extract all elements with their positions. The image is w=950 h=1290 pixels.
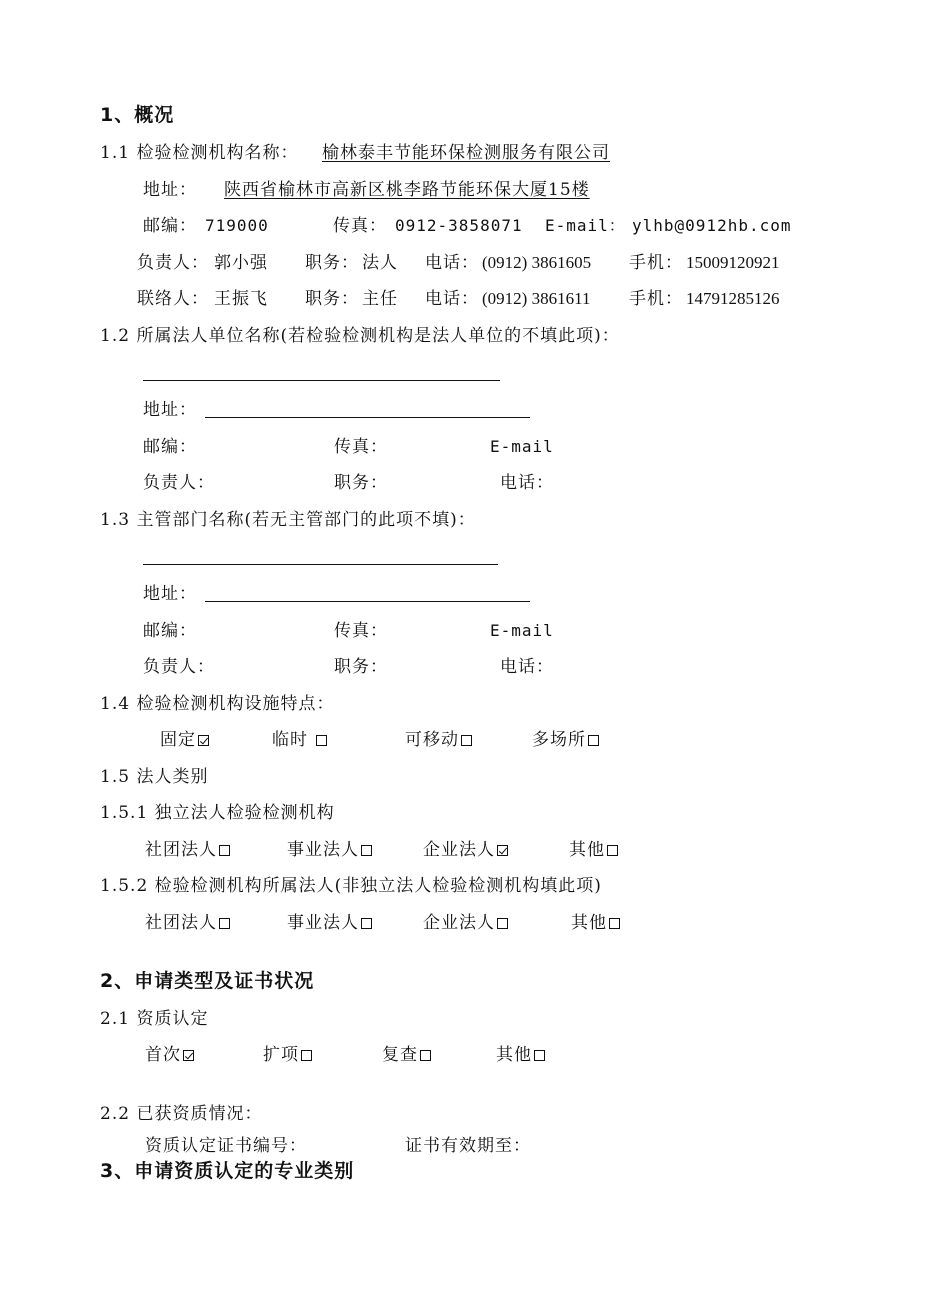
- facility-option-temporary[interactable]: [272, 729, 327, 751]
- facility-option-multi-site[interactable]: [532, 729, 599, 751]
- contact-value: 王振飞: [214, 289, 268, 309]
- parent-option-institution[interactable]: [287, 912, 372, 934]
- parent-unit-name-field[interactable]: [143, 380, 500, 381]
- parent-head-label: 负责人：: [143, 473, 215, 493]
- head-position-value: 法人: [362, 253, 398, 273]
- authority-fax-label: 传真：: [334, 621, 388, 641]
- option-label: 企业法人: [423, 913, 495, 933]
- checkbox-icon[interactable]: [361, 845, 372, 856]
- checkbox-icon[interactable]: [198, 735, 209, 746]
- parent-option-enterprise[interactable]: [423, 912, 508, 934]
- head-tel-value: (0912) 3861605: [482, 253, 592, 272]
- option-label: 多场所: [532, 730, 586, 750]
- checkbox-icon[interactable]: [361, 918, 372, 929]
- application-option-expansion[interactable]: [263, 1044, 312, 1066]
- authority-email-label: E-mail: [490, 621, 554, 640]
- option-label: 复查: [382, 1045, 418, 1065]
- application-option-first[interactable]: [145, 1044, 194, 1066]
- checkbox-icon[interactable]: [301, 1050, 312, 1061]
- item-1-2-label: 1.2 所属法人单位名称(若检验检测机构是法人单位的不填此项)：: [100, 326, 620, 346]
- checkbox-icon[interactable]: [607, 845, 618, 856]
- contact-label: 联络人：: [137, 289, 209, 309]
- contact-mobile-label: 手机：: [629, 289, 683, 309]
- zip-value: 719000: [205, 216, 269, 235]
- item-2-1-label: 2.1 资质认定: [100, 1009, 209, 1029]
- application-option-review[interactable]: [382, 1044, 431, 1066]
- certificate-number-label: 资质认定证书编号：: [145, 1136, 307, 1156]
- parent-address-field[interactable]: [205, 417, 530, 418]
- head-mobile-label: 手机：: [629, 253, 683, 273]
- independent-option-enterprise[interactable]: [423, 839, 508, 861]
- address-label: 地址：: [143, 180, 197, 200]
- facility-option-mobile[interactable]: [405, 729, 472, 751]
- parent-option-social[interactable]: [145, 912, 230, 934]
- authority-address-field[interactable]: [205, 601, 530, 602]
- checkbox-icon[interactable]: [461, 735, 472, 746]
- checkbox-icon[interactable]: [219, 918, 230, 929]
- certificate-valid-label: 证书有效期至：: [405, 1136, 531, 1156]
- option-label: 可移动: [405, 730, 459, 750]
- parent-tel-label: 电话：: [500, 473, 554, 493]
- contact-mobile-value: 14791285126: [686, 289, 780, 308]
- item-1-5-label: 1.5 法人类别: [100, 767, 209, 787]
- checkbox-icon[interactable]: [534, 1050, 545, 1061]
- checkbox-icon[interactable]: [609, 918, 620, 929]
- head-position-label: 职务：: [305, 253, 359, 273]
- checkbox-icon[interactable]: [219, 845, 230, 856]
- option-label: 其他: [571, 913, 607, 933]
- option-label: 事业法人: [287, 913, 359, 933]
- checkbox-icon[interactable]: [588, 735, 599, 746]
- independent-option-other[interactable]: [569, 839, 618, 861]
- parent-address-label: 地址：: [143, 400, 197, 420]
- section-2-heading: 2、申请类型及证书状况: [100, 970, 315, 992]
- option-label: 其他: [496, 1045, 532, 1065]
- head-mobile-value: 15009120921: [686, 253, 780, 272]
- checkbox-icon[interactable]: [497, 918, 508, 929]
- head-label: 负责人：: [137, 253, 209, 273]
- application-option-other[interactable]: [496, 1044, 545, 1066]
- item-1-3-label: 1.3 主管部门名称(若无主管部门的此项不填)：: [100, 510, 476, 530]
- checkbox-icon[interactable]: [316, 735, 327, 746]
- option-label: 固定: [160, 730, 196, 750]
- authority-zip-label: 邮编：: [143, 621, 197, 641]
- item-1-1-label: 1.1 检验检测机构名称：: [100, 143, 299, 163]
- authority-address-label: 地址：: [143, 584, 197, 604]
- option-label: 事业法人: [287, 840, 359, 860]
- checkbox-icon[interactable]: [497, 845, 508, 856]
- section-1-heading: 1、概况: [100, 104, 175, 126]
- item-1-4-label: 1.4 检验检测机构设施特点：: [100, 694, 335, 714]
- parent-fax-label: 传真：: [334, 437, 388, 457]
- checkbox-icon[interactable]: [183, 1050, 194, 1061]
- option-label: 临时: [272, 730, 308, 750]
- contact-position-value: 主任: [362, 289, 398, 309]
- option-label: 社团法人: [145, 840, 217, 860]
- item-2-2-label: 2.2 已获资质情况：: [100, 1104, 263, 1124]
- item-1-5-2-label: 1.5.2 检验检测机构所属法人(非独立法人检验检测机构填此项): [100, 876, 602, 896]
- item-1-5-1-label: 1.5.1 独立法人检验检测机构: [100, 803, 335, 823]
- authority-name-field[interactable]: [143, 564, 498, 565]
- option-label: 企业法人: [423, 840, 495, 860]
- org-name-value: 榆林泰丰节能环保检测服务有限公司: [322, 143, 610, 163]
- fax-label: 传真：: [333, 216, 387, 236]
- section-3-heading: 3、申请资质认定的专业类别: [100, 1160, 355, 1182]
- head-value: 郭小强: [214, 253, 268, 273]
- parent-zip-label: 邮编：: [143, 437, 197, 457]
- head-tel-label: 电话：: [425, 253, 479, 273]
- email-value: ylhb@0912hb.com: [632, 216, 792, 235]
- independent-option-institution[interactable]: [287, 839, 372, 861]
- facility-option-fixed[interactable]: [160, 729, 209, 751]
- fax-value: 0912-3858071: [395, 216, 523, 235]
- option-label: 首次: [145, 1045, 181, 1065]
- independent-option-social[interactable]: [145, 839, 230, 861]
- parent-position-label: 职务：: [334, 473, 388, 493]
- authority-head-label: 负责人：: [143, 657, 215, 677]
- checkbox-icon[interactable]: [420, 1050, 431, 1061]
- authority-position-label: 职务：: [334, 657, 388, 677]
- authority-tel-label: 电话：: [500, 657, 554, 677]
- parent-email-label: E-mail: [490, 437, 554, 456]
- parent-option-other[interactable]: [571, 912, 620, 934]
- email-label: E-mail：: [545, 216, 626, 235]
- address-value: 陕西省榆林市高新区桃李路节能环保大厦15楼: [224, 180, 590, 200]
- option-label: 其他: [569, 840, 605, 860]
- option-label: 扩项: [263, 1045, 299, 1065]
- contact-position-label: 职务：: [305, 289, 359, 309]
- contact-tel-label: 电话：: [425, 289, 479, 309]
- contact-tel-value: (0912) 3861611: [482, 289, 591, 308]
- option-label: 社团法人: [145, 913, 217, 933]
- zip-label: 邮编：: [143, 216, 197, 236]
